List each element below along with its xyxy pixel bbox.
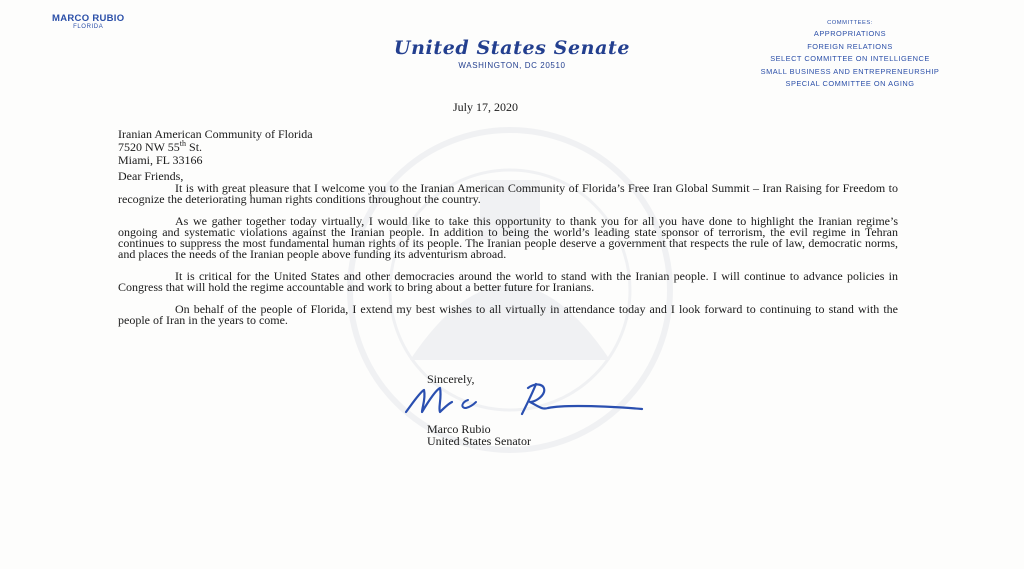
salutation: Dear Friends,	[118, 169, 184, 183]
handwritten-signature	[398, 376, 648, 420]
committee-item: FOREIGN RELATIONS	[807, 41, 893, 51]
senator-state: FLORIDA	[73, 24, 104, 31]
signer-name: Marco Rubio	[427, 422, 491, 436]
recipient-city: Miami, FL 33166	[118, 153, 203, 167]
street-number: 7520 NW 55	[118, 140, 180, 154]
senator-name: MARCO RUBIO	[52, 13, 125, 24]
body-paragraph: On behalf of the people of Florida, I extend my best wishes to all virtually in attendance today and I look forward to continuing to stand with the people of Iran in the years to come.	[118, 302, 898, 327]
body-paragraph: It is critical for the United States and other democracies around the world to stand with the Iranian people. I will continue to advance policies in Congress that will hold the regime accountable and work to bring about a better future for Iranians.	[118, 269, 898, 294]
committee-item: SMALL BUSINESS AND ENTREPRENEURSHIP	[760, 66, 940, 76]
letterhead-senator	[52, 14, 124, 31]
committee-item: SELECT COMMITTEE ON INTELLIGENCE	[770, 54, 930, 64]
committee-item: SPECIAL COMMITTEE ON AGING	[785, 79, 915, 89]
recipient-address	[118, 128, 313, 167]
letterhead-institution	[342, 39, 682, 70]
street-rest: St.	[186, 140, 203, 154]
signer-title: United States Senator	[427, 434, 531, 448]
letter-body	[118, 183, 898, 337]
body-paragraph: It is with great pleasure that I welcome you to the Iranian American Community of Florida’s Free Iran Global Summit – Iran Raising for Freedom to recognize the deteriorating human rights conditions throughout the country.	[118, 181, 898, 206]
senate-title: United States Senate	[393, 37, 631, 59]
senate-address: WASHINGTON, DC 20510	[458, 61, 566, 70]
body-paragraph: As we gather together today virtually, I would like to take this opportunity to thank you for all you have done to highlight the Iranian regime’s ongoing and systematic violations against the Iranian people. In addition to being the world’s leading state sponsor of terrorism, the evil regime in Tehran continues to suppress the most fundamental human rights of its people. The Iranian people deserve a government that respects the rule of law, democratic norms, and places the needs of the Iranian people above funding its adventurism abroad.	[118, 214, 898, 261]
street-suffix: th	[179, 139, 187, 148]
committees-heading: COMMITTEES:	[827, 20, 873, 26]
letter-date: July 17, 2020	[453, 100, 519, 114]
committee-item: APPROPRIATIONS	[813, 29, 887, 38]
committees-list	[710, 18, 990, 91]
closing: Sincerely,	[427, 372, 475, 386]
recipient-name: Iranian American Community of Florida	[118, 127, 313, 141]
signer-block	[427, 423, 531, 447]
